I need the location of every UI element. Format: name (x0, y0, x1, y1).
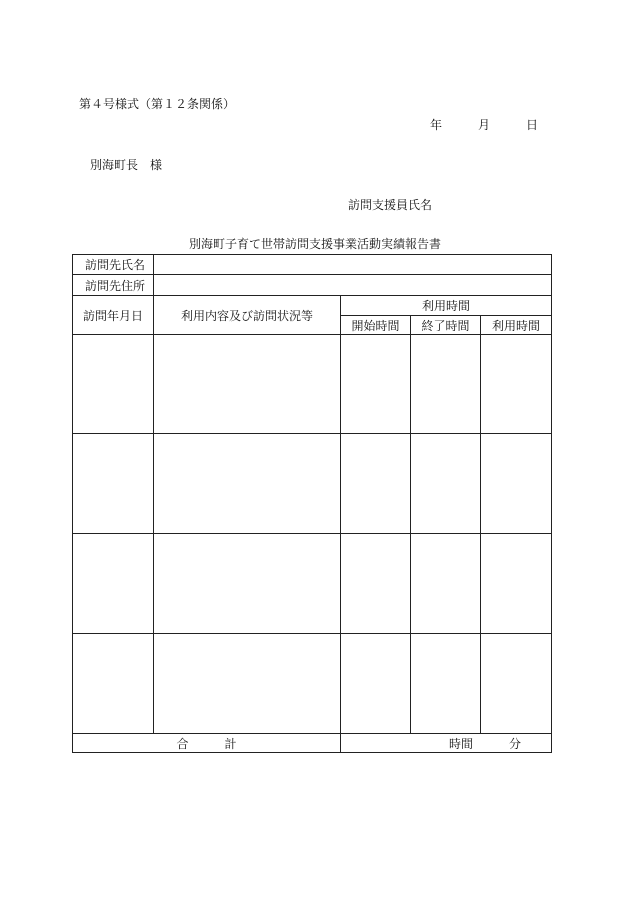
date-line (430, 118, 538, 132)
year-label: 年 (430, 118, 443, 132)
visit-date-cell[interactable] (73, 434, 154, 534)
addressee: 別海町長 様 (90, 158, 163, 172)
total-label (73, 734, 341, 753)
content-cell[interactable] (154, 634, 341, 734)
end-time-cell[interactable] (411, 534, 481, 634)
month-label: 月 (478, 118, 491, 132)
visit-date-cell[interactable] (73, 335, 154, 434)
content-cell[interactable] (154, 335, 341, 434)
visitor-address-label: 訪問先住所 (73, 275, 154, 296)
table-row (73, 534, 552, 634)
total-label-b: 計 (224, 736, 237, 751)
end-time-cell[interactable] (411, 434, 481, 534)
content-header: 利用内容及び訪問状況等 (154, 296, 341, 335)
visit-date-header: 訪問年月日 (73, 296, 154, 335)
table-row (73, 335, 552, 434)
visit-date-cell[interactable] (73, 634, 154, 734)
supporter-name-label: 訪問支援員氏名 (348, 198, 433, 212)
document-title: 別海町子育て世帯訪問支援事業活動実績報告書 (188, 237, 441, 251)
visit-date-cell[interactable] (73, 534, 154, 634)
report-table (72, 254, 552, 753)
table-row (73, 634, 552, 734)
start-time-header: 開始時間 (341, 316, 411, 335)
total-label-a: 合 (176, 736, 189, 751)
form-number: 第４号様式（第１２条関係） (79, 97, 236, 111)
content-cell[interactable] (154, 534, 341, 634)
visitor-name-label: 訪問先氏名 (73, 255, 154, 275)
total-minutes-label: 分 (508, 736, 521, 751)
end-time-header: 終了時間 (411, 316, 481, 335)
usage-time-cell[interactable] (481, 534, 552, 634)
end-time-cell[interactable] (411, 335, 481, 434)
start-time-cell[interactable] (341, 434, 411, 534)
start-time-cell[interactable] (341, 534, 411, 634)
day-label: 日 (526, 118, 539, 132)
end-time-cell[interactable] (411, 634, 481, 734)
start-time-cell[interactable] (341, 335, 411, 434)
usage-time-cell[interactable] (481, 634, 552, 734)
table-row (73, 434, 552, 534)
start-time-cell[interactable] (341, 634, 411, 734)
visitor-address-row (73, 275, 552, 296)
total-hours-label: 時間 (448, 736, 473, 751)
visitor-name-field[interactable] (154, 255, 552, 275)
total-row (73, 734, 552, 753)
usage-time-col-header: 利用時間 (481, 316, 552, 335)
visitor-name-row (73, 255, 552, 275)
total-time-field[interactable] (341, 734, 552, 753)
usage-time-header: 利用時間 (341, 296, 552, 316)
header-row-1 (73, 296, 552, 316)
visitor-address-field[interactable] (154, 275, 552, 296)
content-cell[interactable] (154, 434, 341, 534)
usage-time-cell[interactable] (481, 434, 552, 534)
usage-time-cell[interactable] (481, 335, 552, 434)
